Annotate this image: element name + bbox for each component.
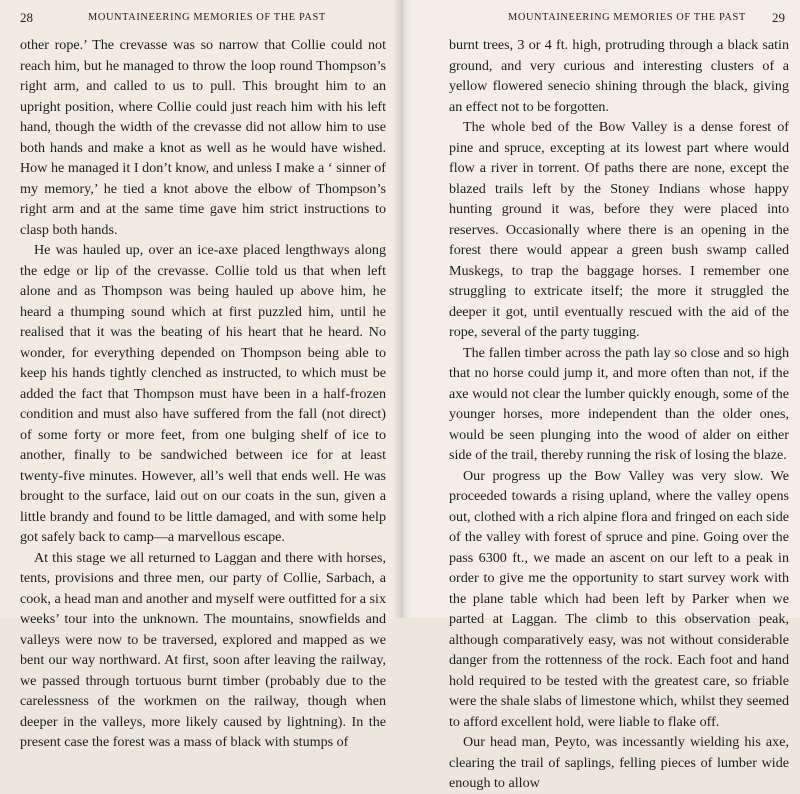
page-number: 29 bbox=[772, 10, 785, 25]
left-page bbox=[0, 0, 400, 750]
body-text bbox=[449, 35, 789, 794]
paragraph: The whole bed of the Bow Valley is a dense forest of pine and spruce, excepting at its lowest part where would flow a river in torrent. Of paths there are none, except the blazed trails left by the Stoney Indians whose happy hunting ground it was, before they were placed into reserves. Occasionally where there is an opening in the forest there would appear a green bush swamp called Muskegs, to trap the baggage horses. I remember one struggling to extricate itself; the more it struggled the deeper it got, until eventually rescued with the aid of the rope, several of the party tugging. bbox=[449, 119, 789, 340]
running-head: MOUNTAINEERING MEMORIES OF THE PAST bbox=[88, 12, 326, 23]
running-head: MOUNTAINEERING MEMORIES OF THE PAST bbox=[508, 12, 746, 23]
body-text bbox=[20, 35, 386, 753]
paragraph: other rope.’ The crevasse was so narrow that Collie could not reach him, but he managed to throw the loop round Thompson’s right arm, and called to us to pull. This brought him to an upright position, where Collie could just reach him with his left hand, though the width of the crevasse did not allow him to use both hands and make a knot as well as he would have wished. How he managed it I don’t know, and unless I make a ‘ sinner of my memory,’ he tied a knot above the elbow of Thompson’s right arm and at the same time gave him strict instructions to clasp both hands. bbox=[20, 37, 386, 238]
paragraph: At this stage we all returned to Laggan and there with horses, tents, provisions and three men, our party of Collie, Sarbach, a cook, a head man and another and myself were outfitted for a six weeks’ tour into the unknown. The mountains, snowfields and valleys were now to be traversed, explored and mapped as we bent our way northward. At first, soon after leaving the railway, we passed through tortuous burnt timber (probably due to the carelessness of the workmen on the railway, though when deeper in the valleys, more likely caused by lightning). In the present case the forest was a mass of black with stumps of bbox=[20, 549, 386, 750]
paragraph: The fallen timber across the path lay so close and so high that no horse could jump it, and more often than not, if the axe would not clear the lumber quickly enough, some of the younger horses, more independent than the older ones, would be seen plunging into the wood of alder on either side of the trail, thereby running the risk of losing the blaze. bbox=[449, 344, 789, 463]
paragraph: He was hauled up, over an ice-axe placed lengthways along the edge or lip of the crevasse. Collie told us that when left alone and as Thompson was being hauled up above him, he heard a thumping sound which at first puzzled him, until he realised that it was the beating of his heart that he heard. No wonder, for everything depended on Thompson being able to keep his hands tightly clenched as instructed, to which must be added the fact that Thompson must have been in a half-frozen condition and must also have suffered from the fall (not direct) of some forty or more feet, from one bulging shelf of ice to another, finally to be sandwiched between ice for at least twenty-five minutes. However, all’s well that ends well. He was brought to the surface, laid out on our coats in the sun, given a little brandy and found to be little damaged, and with some help got safely back to camp—a marvellous escape. bbox=[20, 242, 386, 545]
page-number: 28 bbox=[20, 10, 33, 25]
right-page bbox=[400, 0, 800, 791]
paragraph: Our head man, Peyto, was incessantly wielding his axe, clearing the trail of saplings, felling pieces of lumber wide enough to allow bbox=[449, 734, 789, 791]
paragraph: burnt trees, 3 or 4 ft. high, protruding through a black satin ground, and very curious and interesting clusters of a yellow flowered senecio shining through the black, giving an effect not to be forgotten. bbox=[449, 37, 789, 115]
paragraph: Our progress up the Bow Valley was very slow. We proceeded towards a rising upland, where the valley opens out, clothed with a rich alpine flora and fringed on each side of the valley with forest of spruce and pine. Going over the pass 6300 ft., we made an ascent on our left to a peak in order to give me the opportunity to start survey work with the plane table which had been left by Parker when we parted at Laggan. The climb to this observation peak, although comparatively easy, was not without considerable danger from the rottenness of the rock. Each foot and hand hold required to be tested with the greatest care, so friable were the shale slabs of limestone which, whilst they seemed to afford excellent hold, were liable to flake off. bbox=[449, 467, 789, 730]
